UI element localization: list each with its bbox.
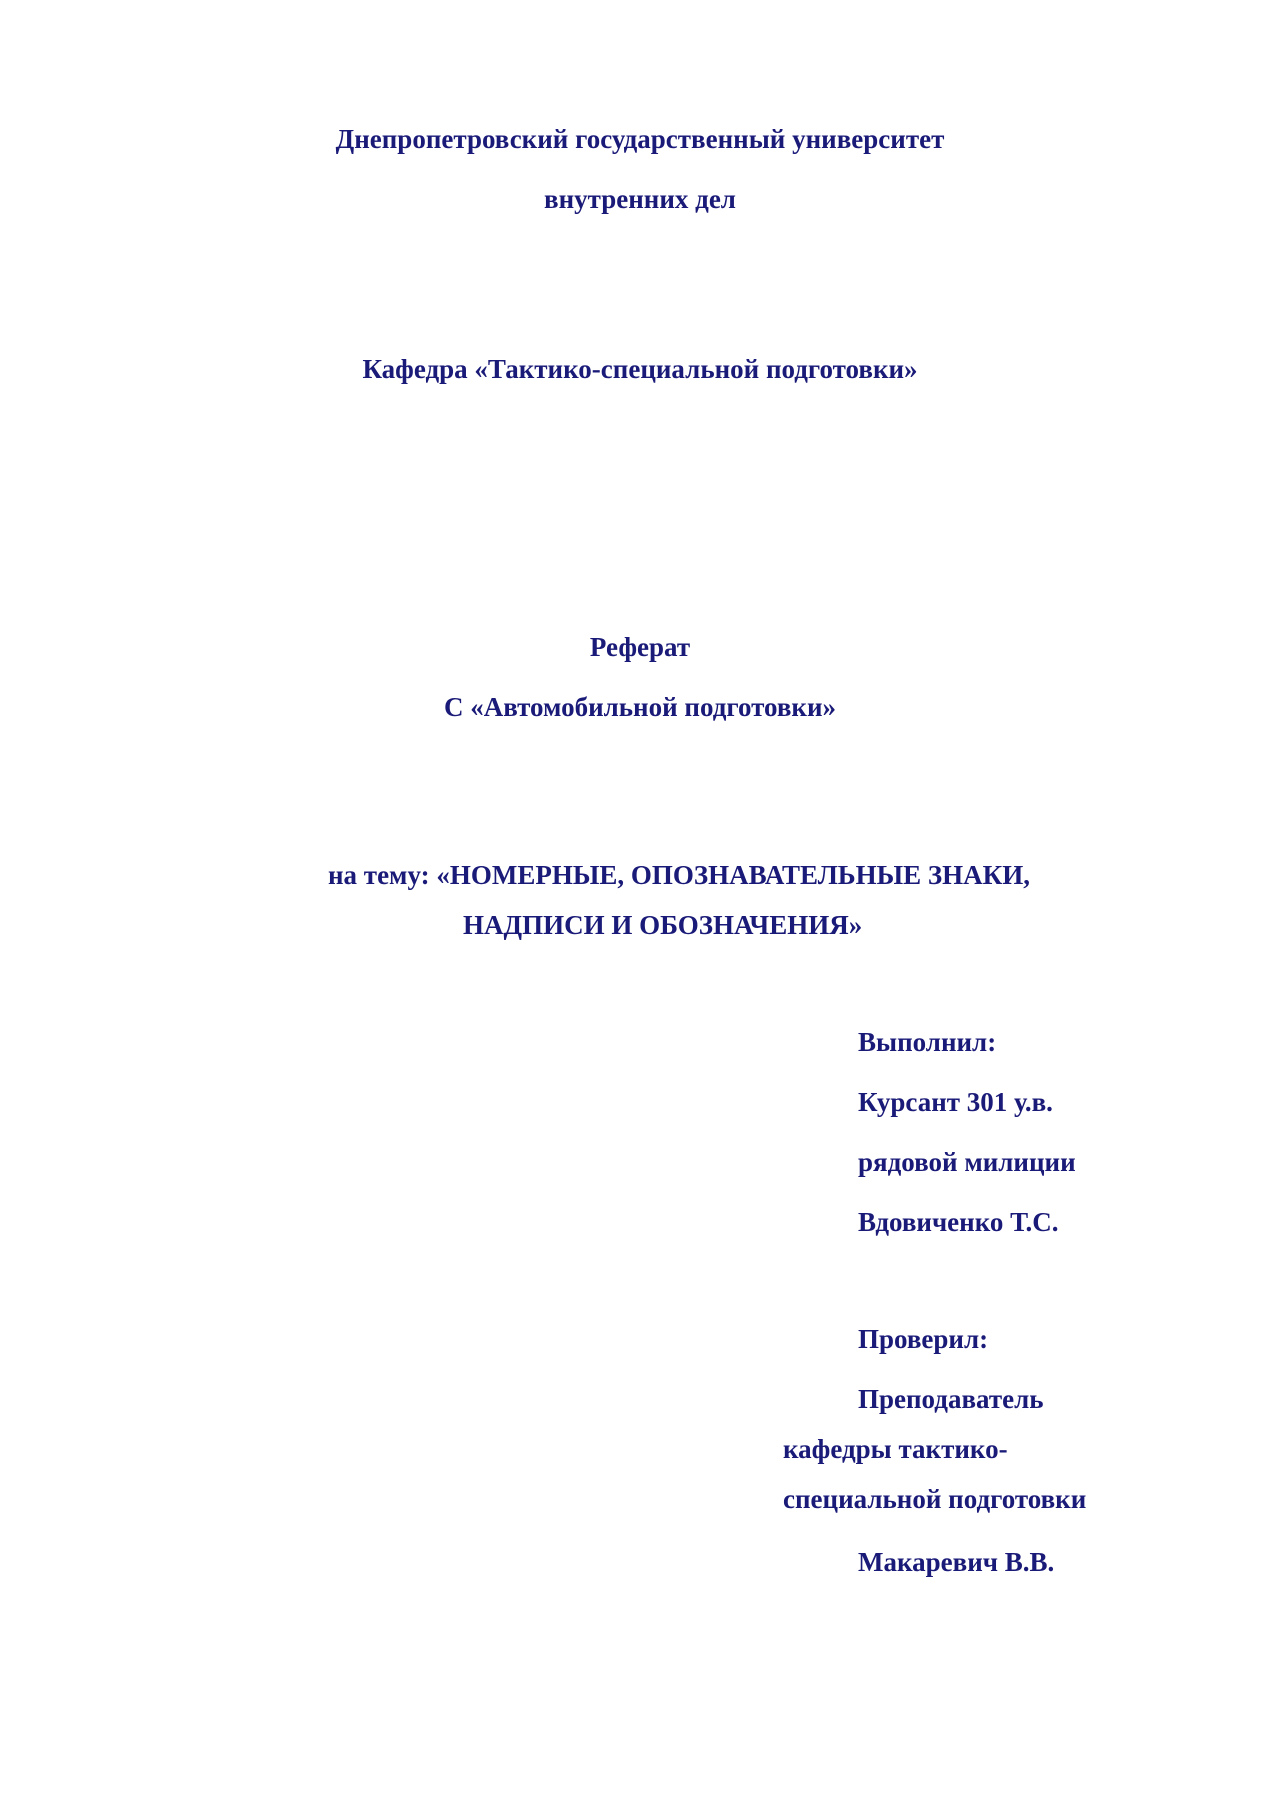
topic-line2: НАДПИСИ И ОБОЗНАЧЕНИЯ» (463, 910, 863, 940)
reviewer-label: Проверил: (858, 1324, 989, 1354)
university-name-line1: Днепропетровский государственный университет (335, 124, 945, 154)
reviewer-position: Преподаватель (858, 1384, 1044, 1414)
university-name-line2: внутренних дел (544, 184, 736, 214)
reviewer-department-line2: специальной подготовки (783, 1484, 1087, 1514)
reviewer-name: Макаревич В.В. (858, 1547, 1055, 1577)
document-subject: С «Автомобильной подготовки» (443, 692, 837, 722)
reviewer-department-line1: кафедры тактико- (783, 1434, 1008, 1464)
document-type: Реферат (589, 632, 691, 662)
department-name: Кафедра «Тактико-специальной подготовки» (362, 354, 918, 384)
author-rank-course: Курсант 301 у.в. (858, 1087, 1053, 1117)
topic-line1: на тему: «НОМЕРНЫЕ, ОПОЗНАВАТЕЛЬНЫЕ ЗНАКИ, (328, 860, 1031, 890)
author-label: Выполнил: (858, 1027, 997, 1057)
author-rank: рядовой милиции (858, 1147, 1076, 1177)
author-name: Вдовиченко Т.С. (858, 1207, 1059, 1237)
